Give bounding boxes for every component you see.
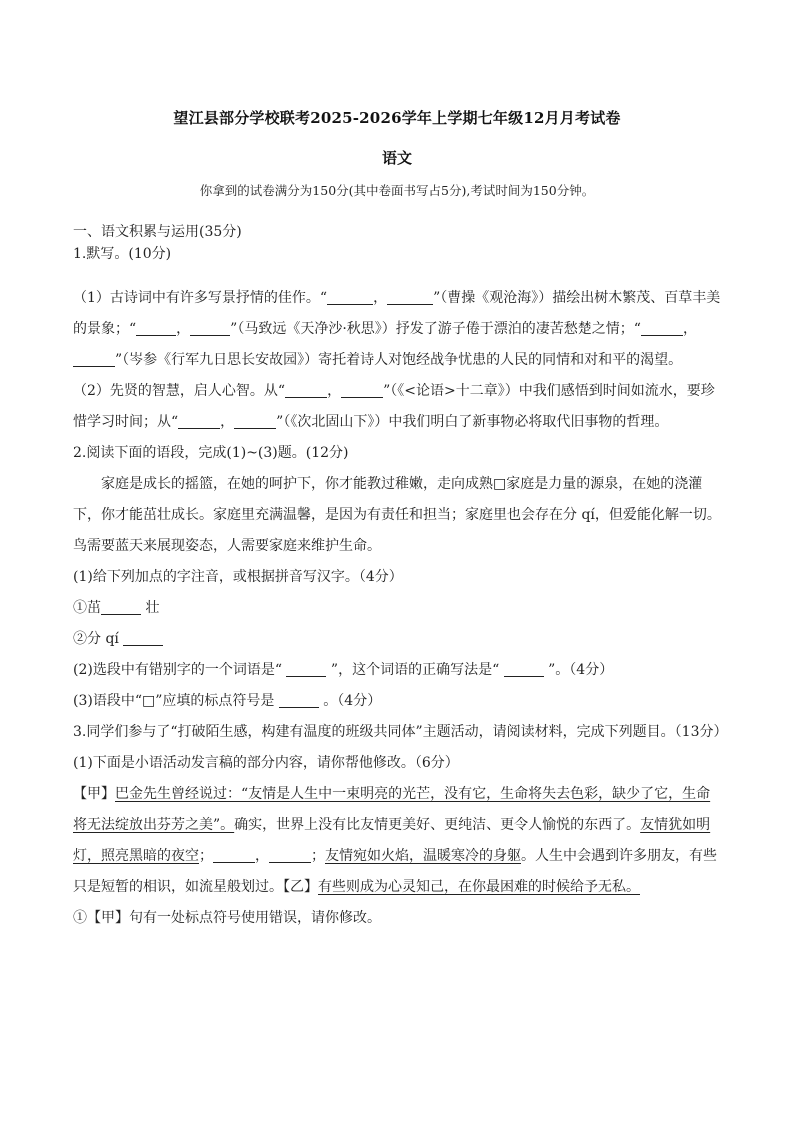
- answer-blank[interactable]: [136, 319, 176, 336]
- answer-blank[interactable]: [213, 846, 255, 863]
- answer-blank[interactable]: [285, 381, 327, 398]
- exam-content: [73, 221, 728, 934]
- answer-blank[interactable]: [279, 691, 319, 708]
- answer-blank[interactable]: [190, 319, 230, 336]
- answer-blank[interactable]: [327, 288, 373, 305]
- section-heading: 一、语文积累与运用(35分): [73, 224, 242, 240]
- question-2-title: 2.阅读下面的语段，完成(1)~(3)题。(12分): [73, 445, 349, 461]
- question-1-part-2: （2）先贤的智慧，启人心智。从“ ， ”（《<论语>十二章》）中我们感悟到时间如流水，要珍惜学习时间；从“ ， ”（《次北固山下》）中我们明白了新事物必将取代旧事物的哲理。: [73, 383, 715, 430]
- question-2-passage: 家庭是成长的摇篮，在她的呵护下，你才能教过稚嫩，走向成熟□家庭是力量的源泉，在她的浇灌下，你才能茁壮成长。家庭里充满温馨，是因为有责任和担当；家庭里也会存在分 qí，但爱能化解一切。鸟需要蓝天来展现姿态，人需要家庭来维护生命。: [73, 476, 721, 554]
- answer-blank[interactable]: [341, 381, 383, 398]
- answer-blank[interactable]: [387, 288, 433, 305]
- answer-blank[interactable]: [504, 660, 544, 677]
- answer-blank[interactable]: [269, 846, 311, 863]
- answer-blank[interactable]: [234, 412, 276, 429]
- answer-blank[interactable]: [101, 598, 141, 615]
- exam-note: 你拿到的试卷满分为150分(其中卷面书写占5分),考试时间为150分钟。: [199, 183, 595, 198]
- question-2-1-b: ②分 qí: [73, 624, 723, 655]
- answer-blank[interactable]: [286, 660, 326, 677]
- answer-blank[interactable]: [178, 412, 220, 429]
- question-3-1: (1)下面是小语活动发言稿的部分内容，请你帮他修改。（6分）: [73, 755, 459, 771]
- question-2-3: (3)语段中“□”应填的标点符号是 。（4分）: [73, 693, 382, 709]
- answer-blank[interactable]: [73, 350, 115, 367]
- question-1-title: 1.默写。(10分): [73, 246, 172, 262]
- answer-blank[interactable]: [641, 319, 683, 336]
- exam-title: 望江县部分学校联考2025-2026学年上学期七年级12月月考试卷: [173, 109, 621, 127]
- question-2-2: (2)选段中有错别字的一个词语是“ ”，这个词语的正确写法是“ ”。（4分）: [73, 662, 614, 678]
- underlined-sentence-1: 友情犹如明灯，照亮黑暗的夜空: [73, 817, 711, 864]
- question-2-1-a: ①茁 壮: [73, 600, 160, 616]
- question-2-1: (1)给下列加点的字注音，或根据拼音写汉字。（4分）: [73, 569, 403, 585]
- subject-title: 语文: [381, 149, 412, 167]
- jia-sentence: 巴金先生曾经说过：“友情是人生中一束明亮的光芒，没有它，生命将失去色彩，缺少了它，生命将无法绽放出芬芳之美”。: [73, 786, 711, 833]
- yi-sentence: 有些则成为心灵知己，在你最困难的时候给予无私。: [318, 879, 640, 895]
- question-3-title: 3.同学们参与了“打破陌生感，构建有温度的班级共同体”主题活动，请阅读材料，完成下列题目。（13分）: [73, 724, 728, 740]
- question-3-speech: 【甲】巴金先生曾经说过：“友情是人生中一束明亮的光芒，没有它，生命将失去色彩，缺少了它，生命将无法绽放出芬芳之美”。确实，世界上没有比友情更美好、更纯洁、更令人愉悦的东西了。友情犹如明灯，照亮黑暗的夜空； ， ；友情宛如火焰，温暖寒冷的身躯。人生中会遇到许多朋友，有些只是短暂的相识，如流星般划过。【乙】有些则成为心灵知己，在你最困难的时候给予无私。: [73, 786, 717, 895]
- underlined-sentence-2: 友情宛如火焰，温暖寒冷的身躯: [325, 848, 521, 864]
- question-1-part-1: （1）古诗词中有许多写景抒情的佳作。“ ， ”（曹操《观沧海》）描绘出树木繁茂、百草丰美的景象；“ ， ”（马致远《天净沙·秋思》）抒发了游子倦于漂泊的凄苦愁楚之情；“ ，”（岑参《行军九日思长安故园》）寄托着诗人对饱经战争忧患的人民的同情和对和平的渴望。: [73, 290, 721, 368]
- question-3-1-sub: ①【甲】句有一处标点符号使用错误，请你修改。: [73, 910, 381, 926]
- answer-blank[interactable]: [123, 629, 163, 646]
